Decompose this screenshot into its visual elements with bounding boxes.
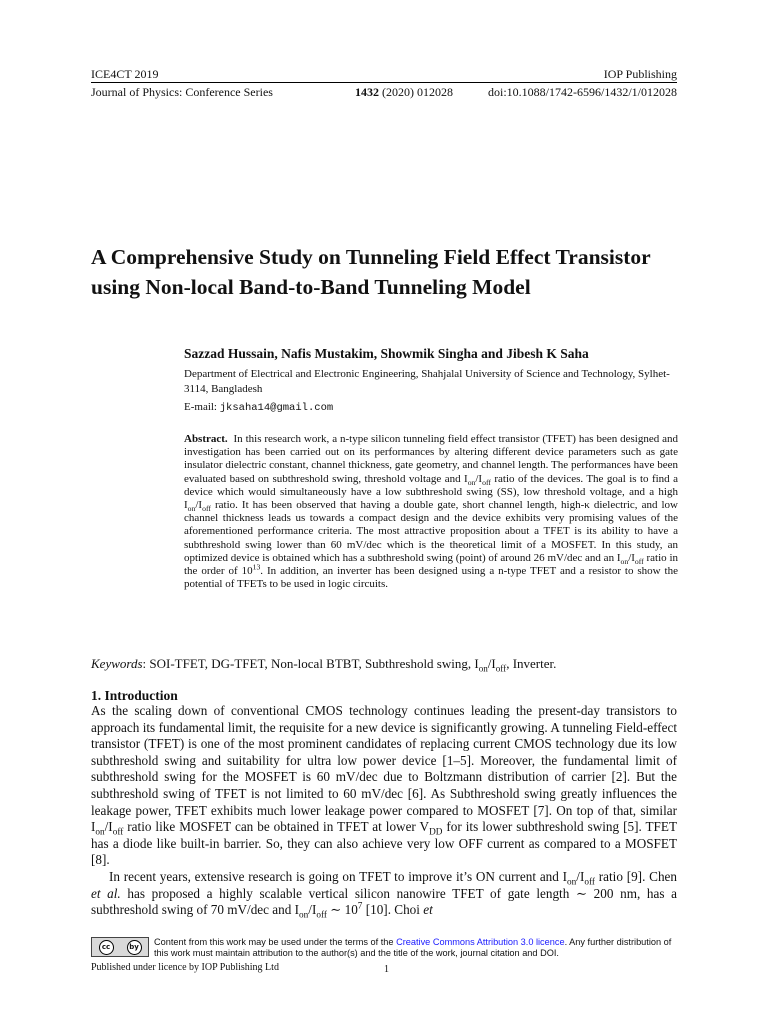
publisher-name: IOP Publishing <box>603 67 677 81</box>
license-text: Content from this work may be used under the terms of the <box>154 937 394 947</box>
subscript: DD <box>429 826 443 837</box>
volume-number: 1432 <box>355 85 379 99</box>
abstract-text: /I <box>475 472 483 485</box>
subscript: off <box>202 504 211 514</box>
paragraph <box>91 703 677 869</box>
published-line: Published under licence by IOP Publishing Ltd <box>91 962 279 973</box>
abstract-text: /I <box>195 499 203 512</box>
paragraph-text: As the scaling down of conventional CMOS technology continues leading the present-day transistors to approach its fundamental limit, the requisite for a new device is significantly growing. A tunneling Field-effect transistor (TFET) is one of the most prominent candidates of replacing current CMOS technology due its low subthreshold swing and suitability for ultra low power device [1–5]. Moreover, the fundamental limit of subthreshold swing for the MOSFET is 60 mV/dec due to Boltzmann distribution of carrier [2]. But the subthreshold swing of TFET is not limited to 60 mV/dec [6]. As Subthreshold swing greatly influences the leakage power, TFET exhibits much lower leakage power compared to MOSFET [7]. On top of that, similar I <box>91 703 677 835</box>
paragraph-text: [10]. Choi <box>362 902 424 918</box>
subscript: on <box>478 663 488 674</box>
subscript: on <box>299 909 309 920</box>
volume-issue <box>355 85 453 99</box>
conference-name: ICE4CT 2019 <box>91 67 159 81</box>
section-heading: 1. Introduction <box>91 688 178 703</box>
body-text <box>91 703 677 919</box>
license-text: . Any further distribution of this work must maintain attribution to the author(s) and the title of the work, journal citation and DOI. <box>154 937 672 958</box>
paragraph <box>91 869 677 919</box>
subscript: on <box>567 876 577 887</box>
issue-number: (2020) 012028 <box>382 85 453 99</box>
email-line <box>184 401 333 414</box>
keywords <box>91 656 556 672</box>
doi-link[interactable]: doi:10.1088/1742-6596/1432/1/012028 <box>488 85 677 99</box>
subscript: on <box>467 477 476 487</box>
keywords-text: , Inverter. <box>506 656 557 671</box>
paragraph-text: In recent years, extensive research is going on TFET to improve it’s ON current and I <box>109 868 568 884</box>
subscript: on <box>620 557 629 567</box>
keywords-text: /I <box>487 656 496 671</box>
subscript: off <box>316 909 327 920</box>
abstract-text: . In addition, an inverter has been designed using a n-type TFET and a resistor to show the potential of TFETs to be used in logic circuits. <box>184 565 678 591</box>
paragraph-text: has proposed a highly scalable vertical silicon nanowire TFET of gate length ∼ 200 nm, has a subthreshold swing of 70 mV/dec and I <box>91 885 677 918</box>
paragraph-text: ∼ 10 <box>326 902 358 918</box>
page-number: 1 <box>384 964 389 975</box>
subscript: off <box>112 826 124 837</box>
superscript: 7 <box>357 900 363 911</box>
license-link[interactable]: Creative Commons Attribution 3.0 licence <box>396 937 565 947</box>
abstract-text: ratio in the order of 10 <box>184 551 678 578</box>
paragraph-text: ratio like MOSFET can be obtained in TFET at lower V <box>123 819 430 835</box>
email-address[interactable]: jksaha14@gmail.com <box>219 402 334 414</box>
superscript: 13 <box>252 562 261 572</box>
abstract-text: ratio. It has been observed that having a double gate, short channel length, high-κ dielectric, and low channel thickness leads us towards a compact design and the device exhibits very promising values of the aforementioned performance criteria. The most attractive proposition about a TFET is its ability to have a subthreshold swing lower than 60 mV/dec which is the theoretical limit of a MOSFET. In this study, an optimized device is obtained which has a subthreshold swing (point) of around 26 mV/dec and an I <box>184 499 678 564</box>
by-icon: by <box>127 940 142 955</box>
paper-title: A Comprehensive Study on Tunneling Field Effect Transistor using Non-local Band-to-Band Tunneling Model <box>91 245 651 299</box>
paragraph-text: ratio [9]. Chen <box>594 868 677 884</box>
subscript: off <box>634 557 644 567</box>
cc-icon: cc <box>99 940 114 955</box>
paragraph-text: for its lower subthreshold swing [5]. TFET has a diode like built-in barrier. So, they can also achieve very low OFF current as compared to a MOSFET [8]. <box>91 819 677 868</box>
subscript: off <box>482 477 491 487</box>
paragraph-text: /I <box>576 868 585 884</box>
author-list: Sazzad Hussain, Nafis Mustakim, Showmik Singha and Jibesh K Saha <box>184 346 589 361</box>
email-label: E-mail: <box>184 401 217 413</box>
affiliation: Department of Electrical and Electronic Engineering, Shahjalal University of Science and Technology, Sylhet-3114, Bangladesh <box>184 368 670 395</box>
journal-name: Journal of Physics: Conference Series <box>91 85 273 99</box>
cc-by-badge[interactable] <box>91 937 149 957</box>
paragraph-text: /I <box>104 819 113 835</box>
subscript: off <box>495 663 507 674</box>
keywords-label: Keywords <box>91 656 143 671</box>
subscript: on <box>95 826 105 837</box>
abstract <box>184 433 678 591</box>
license-notice <box>154 937 679 959</box>
italic-text: et al. <box>91 885 121 901</box>
keywords-text: : SOI-TFET, DG-TFET, Non-local BTBT, Subthreshold swing, I <box>142 656 479 671</box>
abstract-text: ratio of the devices. The goal is to find a device which would simultaneously have a low subthreshold swing (SS), low threshold voltage, and a high I <box>184 472 678 512</box>
subscript: off <box>584 876 595 887</box>
italic-text: et <box>423 902 433 918</box>
abstract-label: Abstract. <box>184 433 228 445</box>
abstract-text: In this research work, a n-type silicon tunneling field effect transistor (TFET) has been designed and investigation has been carried out on its performances by altering different device parameters such as gate insulator dielectric constant, channel thickness, gate geometry, and channel length. The performances have been evaluated based on subthreshold swing, threshold voltage and I <box>184 433 679 485</box>
subscript: on <box>187 504 196 514</box>
header-rule <box>91 82 677 83</box>
abstract-text: /I <box>628 551 635 564</box>
paragraph-text: /I <box>308 902 317 918</box>
